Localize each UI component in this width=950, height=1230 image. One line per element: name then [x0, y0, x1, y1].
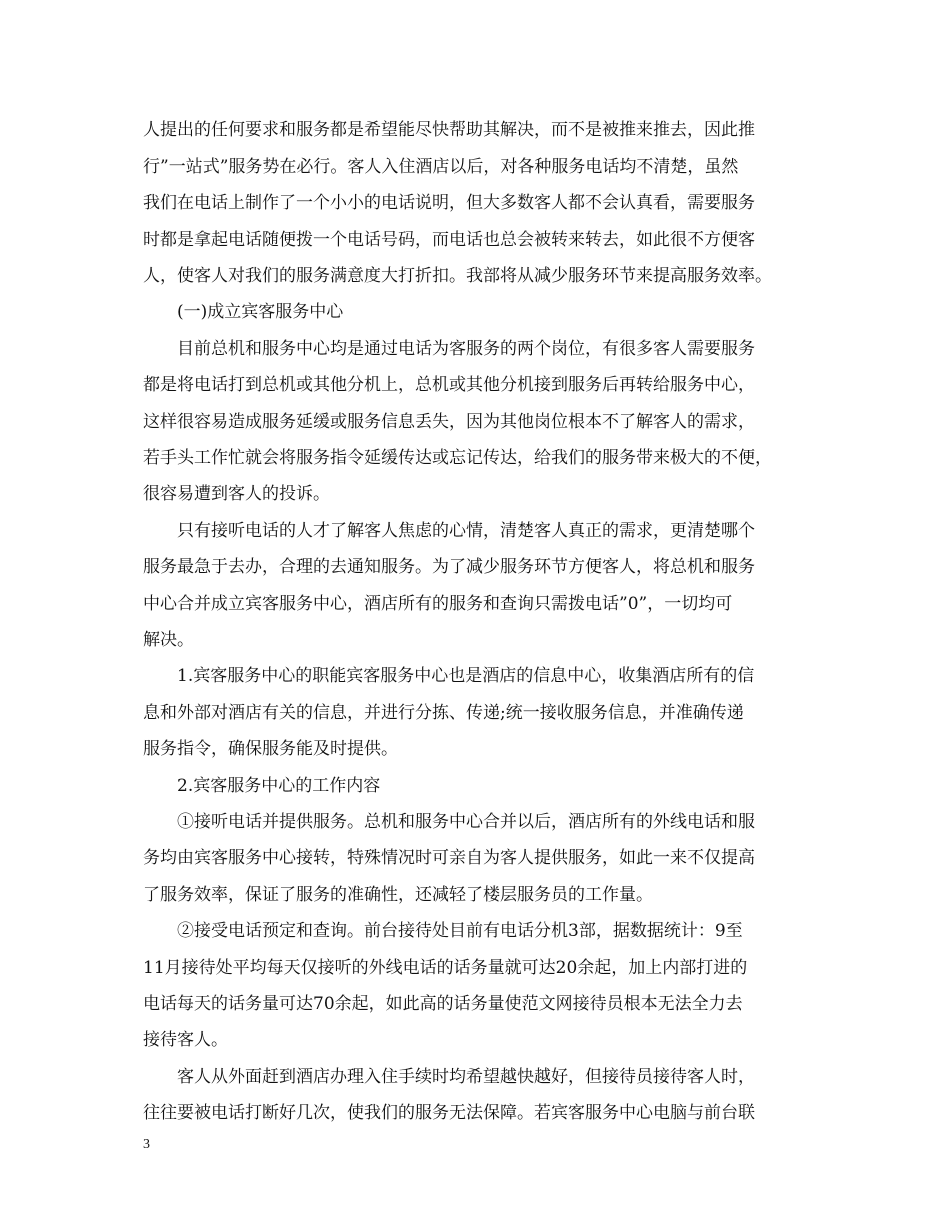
- page-number: 3: [143, 1137, 150, 1152]
- text-line: 行”一站式”服务势在必行。客人入住酒店以后，对各种服务电话均不清楚，虽然: [143, 157, 739, 177]
- text-line: 服务最急于去办，合理的去通知服务。为了减少服务环节方便客人，将总机和服务: [143, 557, 755, 577]
- subsection-heading: 2.宾客服务中心的工作内容: [177, 776, 381, 796]
- text-line: 了服务效率，保证了服务的准确性，还减轻了楼层服务员的工作量。: [143, 885, 653, 905]
- text-line: 目前总机和服务中心均是通过电话为客服务的两个岗位，有很多客人需要服务: [177, 339, 755, 359]
- text-line: 服务指令，确保服务能及时提供。: [143, 739, 398, 759]
- text-line: 1.宾客服务中心的职能宾客服务中心也是酒店的信息中心，收集酒店所有的信: [177, 666, 755, 686]
- text-line: 这样很容易造成服务延缓或服务信息丢失，因为其他岗位根本不了解客人的需求，: [143, 412, 755, 432]
- text-line: 接待客人。: [143, 1030, 228, 1050]
- text-line: 只有接听电话的人才了解客人焦虑的心情，清楚客人真正的需求，更清楚哪个: [177, 521, 755, 541]
- text-line: 息和外部对酒店有关的信息，并进行分拣、传递;统一接收服务信息，并准确传递: [143, 703, 744, 723]
- text-line: 若手头工作忙就会将服务指令延缓传达或忘记传达，给我们的服务带来极大的不便，: [143, 448, 772, 468]
- text-line: 解决。: [143, 630, 194, 650]
- text-line: 客人从外面赶到酒店办理入住手续时均希望越快越好，但接待员接待客人时，: [177, 1067, 755, 1087]
- text-line: 很容易遭到客人的投诉。: [143, 484, 330, 504]
- text-line: 我们在电话上制作了一个小小的电话说明，但大多数客人都不会认真看，需要服务: [143, 193, 755, 213]
- text-line: ①接听电话并提供服务。总机和服务中心合并以后，酒店所有的外线电话和服: [177, 812, 755, 832]
- text-line: 11月接待处平均每天仅接听的外线电话的话务量就可达20余起，加上内部打进的: [143, 958, 748, 978]
- text-line: 中心合并成立宾客服务中心，酒店所有的服务和查询只需拨电话”0”，一切均可: [143, 594, 733, 614]
- text-line: 人，使客人对我们的服务满意度大打折扣。我部将从减少服务环节来提高服务效率。: [143, 266, 772, 286]
- text-line: 往往要被电话打断好几次，使我们的服务无法保障。若宾客服务中心电脑与前台联: [143, 1103, 755, 1123]
- text-line: 人提出的任何要求和服务都是希望能尽快帮助其解决，而不是被推来推去，因此推: [143, 120, 755, 140]
- text-line: ②接受电话预定和查询。前台接待处目前有电话分机3部，据数据统计：9至: [177, 921, 743, 941]
- text-line: 务均由宾客服务中心接转，特殊情况时可亲自为客人提供服务，如此一来不仅提高: [143, 848, 755, 868]
- text-line: 时都是拿起电话随便拨一个电话号码，而电话也总会被转来转去，如此很不方便客: [143, 230, 755, 250]
- text-line: 都是将电话打到总机或其他分机上，总机或其他分机接到服务后再转给服务中心，: [143, 375, 755, 395]
- text-line: 电话每天的话务量可达70余起，如此高的话务量使范文网接待员根本无法全力去: [143, 994, 743, 1014]
- section-heading: (一)成立宾客服务中心: [177, 302, 344, 322]
